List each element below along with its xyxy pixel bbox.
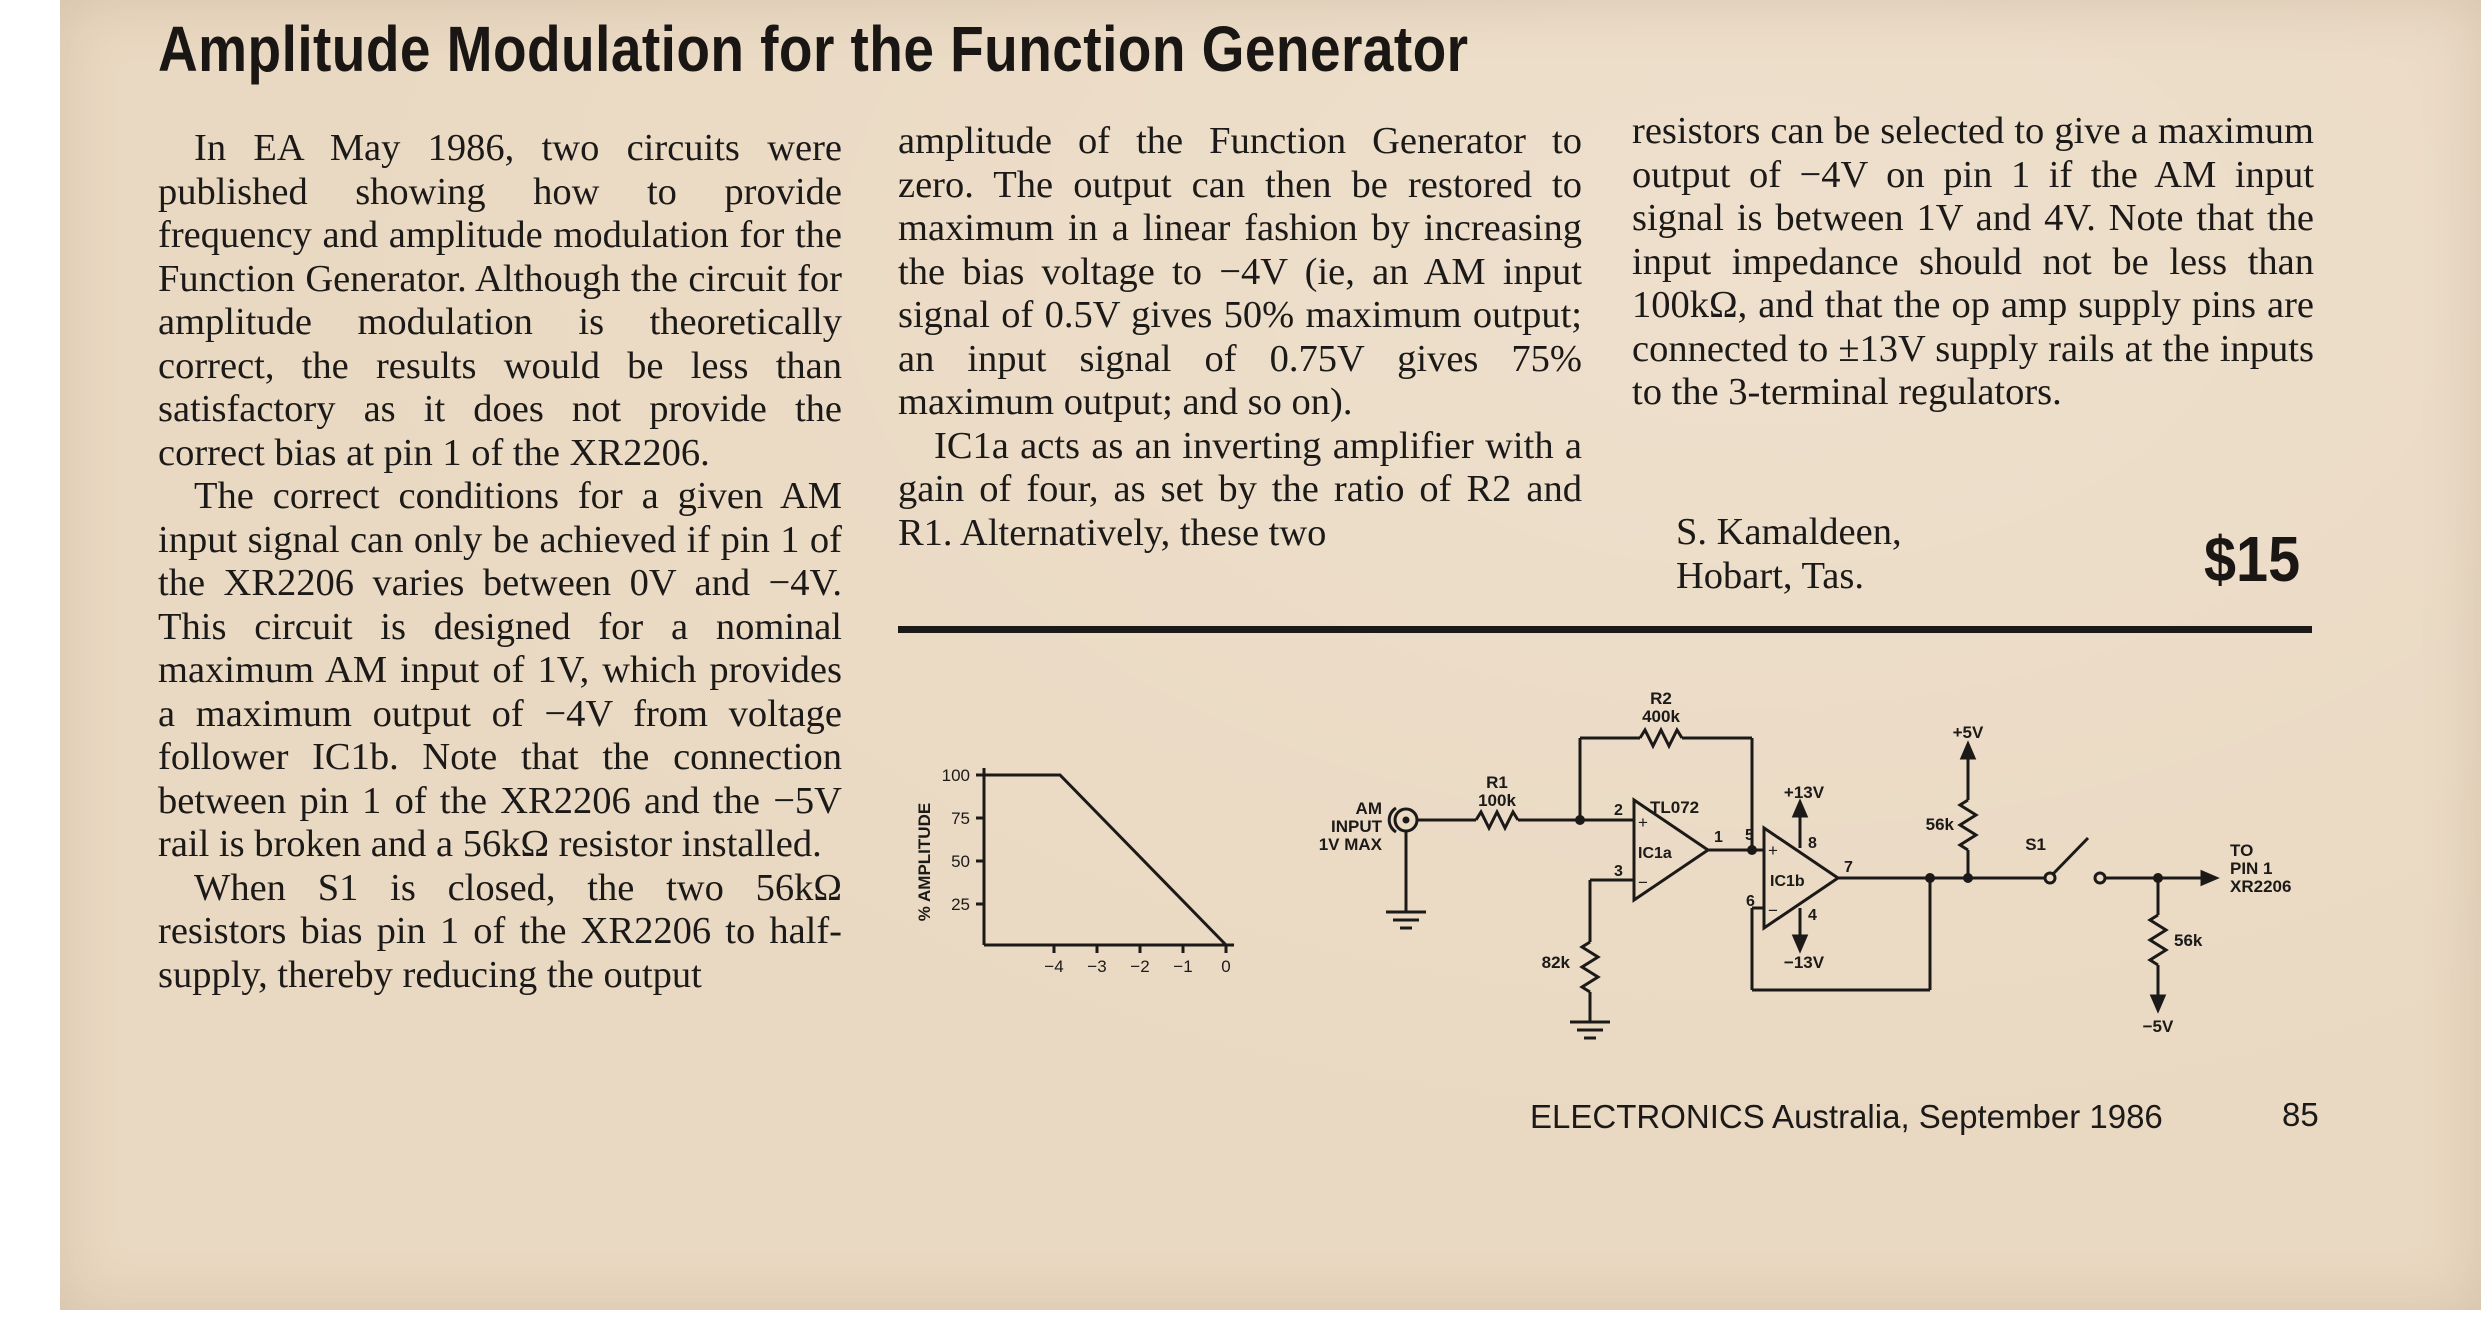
pin-label: 1 [1714,829,1723,846]
paragraph: The correct conditions for a given AM input signal can only be achieved if pin 1 of the XR2206 varies between 0V and −4V. This circuit is designed for a nominal maximum AM input of 1V, which provides a maximum output of −4V from voltage follower IC1b. Note that the connection between pin 1 of the XR2206 and the −5V rail is broken and a 56kΩ resistor installed. [158,475,842,865]
resistor-value: 82k [1541,953,1570,972]
paragraph: resistors can be selected to give a maximum output of −4V on pin 1 if the AM input signal is between 1V and 4V. Note that the input impedance should not be less than 100kΩ, and that the op amp supply pins are connected to ±13V supply rails at the inputs to the 3-terminal regulators. [1632,110,2314,413]
ic1a-label: IC1a [1638,845,1672,862]
supply-label: −13V [1783,953,1825,972]
am-label: 1V MAX [1318,835,1382,854]
ic1b-label: IC1b [1770,873,1805,890]
supply-label: +13V [1783,783,1825,802]
am-label: INPUT [1331,817,1382,836]
x-tick-label: −4 [1044,957,1064,976]
price-label: $15 [2204,523,2301,595]
paragraph: IC1a acts as an inverting amplifier with a gain of four, as set by the ratio of R2 and R1. Alternatively, these two [898,424,1582,554]
minus-sign: − [1638,873,1648,892]
output-label: XR2206 [2230,877,2292,896]
page-number: 85 [2282,1096,2319,1133]
y-tick-label: 25 [951,895,970,914]
pin-label: 3 [1614,863,1623,880]
output-label: TO [2230,841,2254,860]
plus-sign: + [1768,841,1778,860]
article-column-1 [158,127,842,997]
r56k-resistor-icon [2150,915,2166,965]
am-label: AM [1355,799,1382,818]
r1-resistor-icon [1476,812,1518,828]
author-signature [1676,510,1902,598]
pin-label: 2 [1614,802,1623,819]
supply-label: +5V [1952,723,1984,742]
tl072-label: TL072 [1650,798,1700,817]
r56k-resistor-icon [1960,800,1976,850]
paragraph: When S1 is closed, the two 56kΩ resistors bias pin 1 of the XR2206 to half-supply, thereby reducing the output [158,866,842,996]
r2-resistor-icon [1640,730,1682,746]
graph-y-label: % AMPLITUDE [915,802,934,922]
minus-sign: − [1768,901,1778,920]
output-label: PIN 1 [2230,859,2273,878]
pin-label: 7 [1844,859,1853,876]
y-tick-label: 75 [951,809,970,828]
article-title: Amplitude Modulation for the Function Generator [158,13,1469,85]
pin-label: 5 [1745,827,1754,844]
y-tick-label: 50 [951,852,970,871]
article-column-3 [1632,110,2314,415]
r1-label: R1 [1486,773,1508,792]
switch-label: S1 [2025,835,2046,854]
circuit-schematic [890,650,2340,1090]
paragraph: amplitude of the Function Generator to zero. The output can then be restored to maximum in a linear fashion by increasing the bias voltage to −4V (ie, an AM input signal of 0.5V gives 50% maximum output; an input signal of 0.75V gives 75% maximum output; and so on). [898,120,1582,423]
pin-label: 4 [1808,907,1817,924]
pin-label: 6 [1746,893,1755,910]
author-name: S. Kamaldeen, [1676,511,1902,553]
r1-value: 100k [1478,791,1516,810]
plus-sign: + [1638,813,1648,832]
pin-label: 8 [1808,835,1817,852]
section-divider [898,626,2312,633]
r2-value: 400k [1642,707,1680,726]
paragraph: In EA May 1986, two circuits were published showing how to provide frequency and amplitude modulation for the Function Generator. Although the circuit for amplitude modulation is theoretically correct, the results would be less than satisfactory as it does not provide the correct bias at pin 1 of the XR2206. [158,127,842,474]
graph-curve [984,775,1226,945]
y-tick-label: 100 [941,766,970,785]
author-location: Hobart, Tas. [1676,555,1864,597]
article-column-2 [898,120,1582,555]
resistor-value: 56k [2174,931,2203,950]
supply-label: −5V [2142,1017,2174,1036]
resistor-value: 56k [1925,815,1954,834]
x-tick-label: −1 [1173,957,1193,976]
s1-switch-icon [2045,873,2055,883]
r82k-resistor-icon [1582,942,1598,992]
r2-label: R2 [1650,689,1672,708]
output-arrow-icon [2202,872,2216,884]
x-tick-label: −2 [1130,957,1150,976]
x-tick-label: −3 [1087,957,1107,976]
publication-footer: ELECTRONICS Australia, September 1986 [1530,1098,2163,1135]
x-tick-label: 0 [1221,957,1231,976]
